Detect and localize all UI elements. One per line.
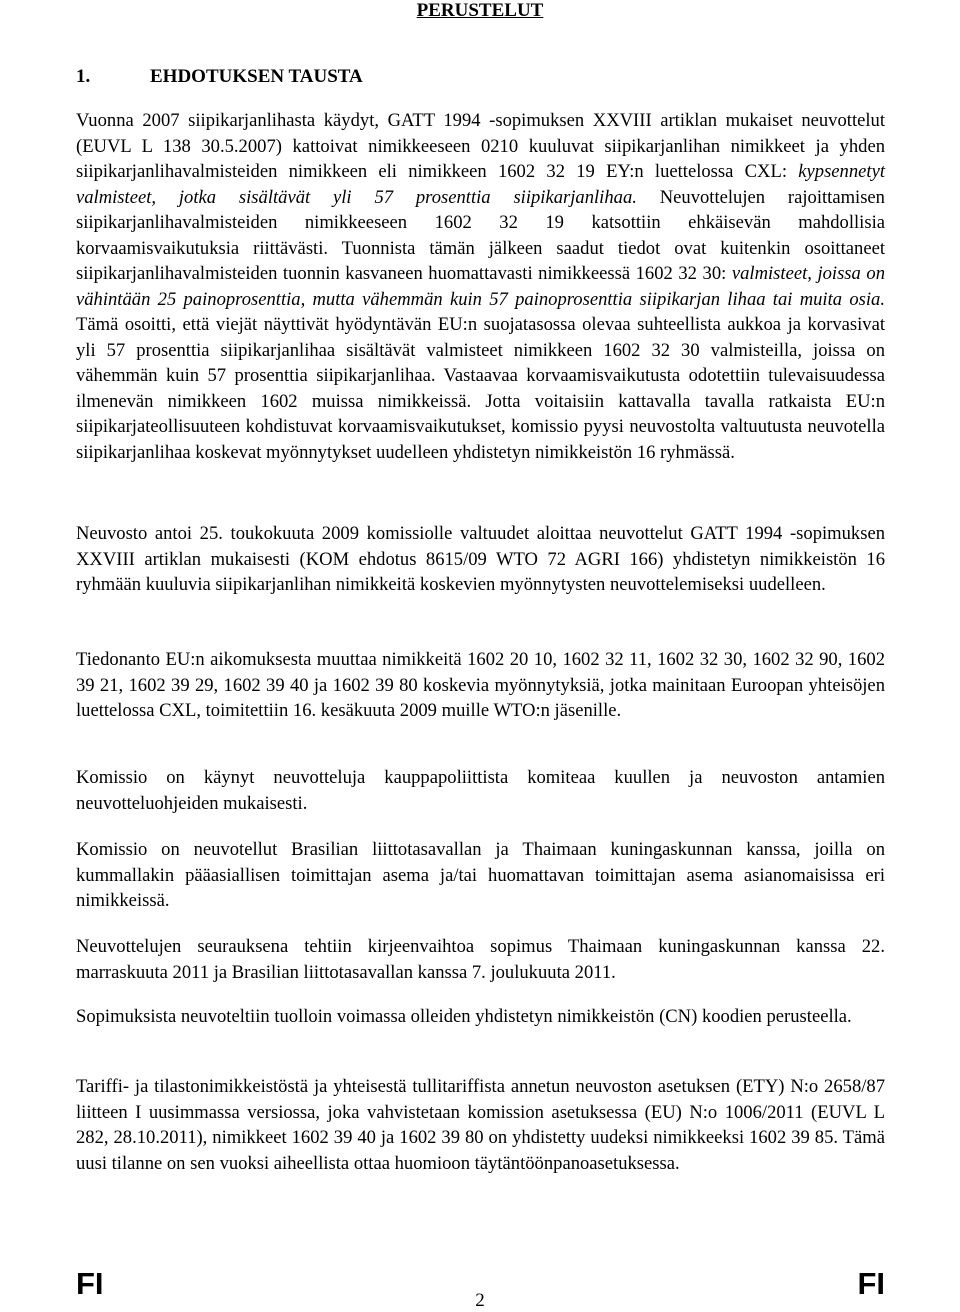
paragraph-notification: Tiedonanto EU:n aikomuksesta muuttaa nimikkeitä 1602 20 10, 1602 32 11, 1602 32 30, 1602 32 90, 1602 39 21, 1602 39 29, 1602 39 40 ja 1602 39 80 koskevia myönnytyksiä, jotka mainitaan Euroopan yhteisöjen luettelossa CXL, toimitettiin 16. kesäkuuta 2009 muille WTO:n jäsenille.	[76, 649, 885, 721]
paragraph-consultation: Komissio on käynyt neuvotteluja kauppapoliittista komiteaa kuullen ja neuvoston antamien neuvotteluohjeiden mukaisesti.	[76, 767, 885, 814]
paragraph-negotiating-partners: Komissio on neuvotellut Brasilian liittotasavallan ja Thaimaan kuningaskunnan kanssa, joilla on kummallakin pääasiallisen toimittajan asema ja/tai huomattavan toimittajan asema asianomaisissa eri nimikkeissä.	[76, 839, 885, 911]
paragraph-1-text-a: Vuonna 2007 siipikarjanlihasta käydyt, GATT 1994 -sopimuksen XXVIII artiklan mukaiset neuvottelut (EUVL L 138 30.5.2007) kattoivat nimikkeeseen 0210 kuuluvat siipikarjanlihan nimikkeet ja yhden siipikarjanlihavalmisteiden nimikkeen eli nimikkeen 1602 32 19 EY:n luettelossa CXL:	[76, 110, 885, 182]
section-heading	[76, 64, 363, 90]
paragraph-background	[76, 108, 885, 465]
page-number: 2	[475, 1290, 485, 1311]
section-number: 1.	[76, 66, 91, 87]
paragraph-1-quote-1602-32-30: valmisteet, joissa on vähintään 25 painoprosenttia, mutta vähemmän kuin 57 painoprosenttia siipikarjan lihaa tai muita osia.	[76, 263, 885, 310]
paragraph-1-quote-cxl: kypsennetyt valmisteet, jotka sisältävät yli 57 prosenttia siipikarjanlihaa.	[76, 161, 885, 208]
paragraph-exchange-of-letters: Neuvottelujen seurauksena tehtiin kirjeenvaihtoa sopimus Thaimaan kuningaskunnan kanssa 22. marraskuuta 2011 ja Brasilian liittotasavallan kanssa 7. joulukuuta 2011.	[76, 936, 885, 983]
page-title: PERUSTELUT	[416, 0, 544, 21]
paragraph-regulation: Tariffi- ja tilastonimikkeistöstä ja yhteisestä tullitariffista annetun neuvoston asetuksen (ETY) N:o 2658/87 liitteen I uusimmassa versiossa, joka vahvistetaan komission asetuksessa (EU) N:o 1006/2011 (EUVL L 282, 28.10.2011), nimikkeet 1602 39 40 ja 1602 39 80 on yhdistetty uudeksi nimikkeeksi 1602 39 85. Tämä uusi tilanne on sen vuoksi aiheellista ottaa huomioon täytäntöönpanoasetuksessa.	[76, 1076, 885, 1174]
paragraph-1-text-e: Tämä osoitti, että viejät näyttivät hyödyntävän EU:n suojatasossa olevaa suhteellista aukkoa ja korvasivat yli 57 prosenttia siipikarjanlihaa sisältävät valmisteet nimikkeen 1602 32 30 valmisteilla, joissa on vähemmän kuin 57 prosenttia siipikarjanlihaa. Vastaavaa korvaamisvaikutusta odotettiin tulevaisuudessa ilmenevän nimikkeen 1602 muissa nimikkeissä. Jotta voitaisiin kattavalla tavalla ratkaista EU:n siipikarjateollisuuteen kohdistuvat korvaamisvaikutukset, komissio pyysi neuvostolta valtuutusta neuvotella siipikarjanlihaa koskevat myönnytykset uudelleen yhdistetyn nimikkeistön 16 ryhmässä.	[76, 314, 885, 463]
section-title: EHDOTUKSEN TAUSTA	[150, 66, 363, 87]
paragraph-1-text-c: Neuvottelujen rajoittamisen siipikarjanlihavalmisteiden nimikkeeseen 1602 32 19 katsottiin ehkäisevän mahdollisia korvaamisvaikutuksia riittävästi. Tuonnista tämän jälkeen saadut tiedot ovat kuitenkin osoittaneet siipikarjanlihavalmisteiden tuonnin kasvaneen huomattavasti nimikkeessä 1602 32 30:	[76, 186, 885, 284]
paragraph-council-authorisation: Neuvosto antoi 25. toukokuuta 2009 komissiolle valtuudet aloittaa neuvottelut GATT 1994 -sopimuksen XXVIII artiklan mukaisesti (KOM ehdotus 8615/09 WTO 72 AGRI 166) yhdistetyn nimikkeistön 16 ryhmään kuuluvia siipikarjanlihan nimikkeitä koskevien myönnytysten neuvottelemiseksi uudelleen.	[76, 523, 885, 595]
footer-language-left: FI	[76, 1266, 104, 1301]
paragraph-cn-codes: Sopimuksista neuvoteltiin tuolloin voimassa olleiden yhdistetyn nimikkeistön (CN) koodien perusteella.	[76, 1006, 852, 1027]
footer-language-right: FI	[857, 1266, 885, 1301]
